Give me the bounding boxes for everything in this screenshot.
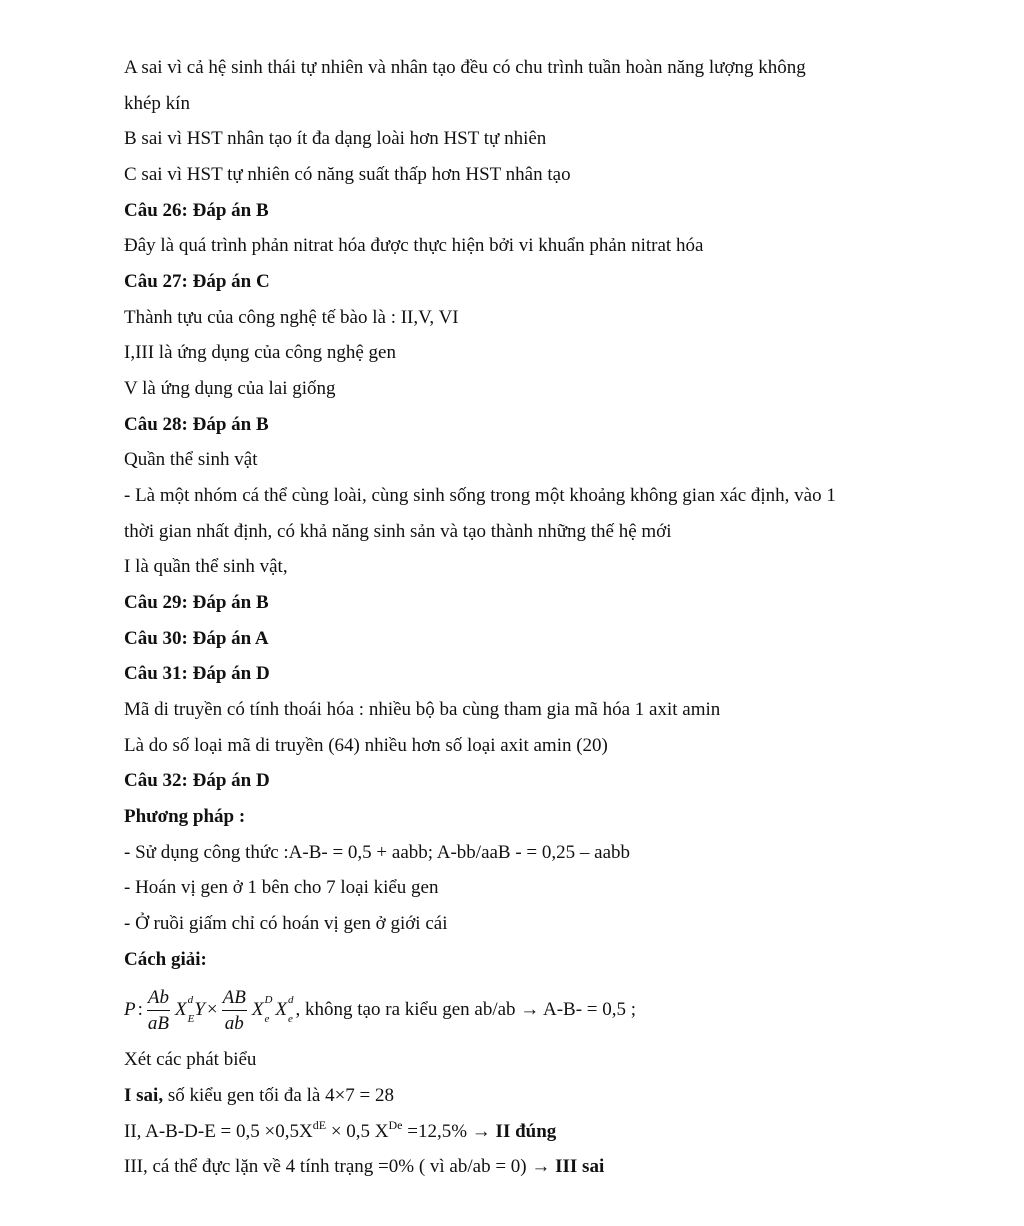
text-line: khép kín [124, 93, 190, 114]
statement-3 [124, 1156, 604, 1178]
text-line: I,III là ứng dụng của công nghệ gen [124, 342, 396, 363]
text-line: Đây là quá trình phản nitrat hóa được thực hiện bởi vi khuẩn phản nitrat hóa [124, 235, 704, 256]
text-line: - Sử dụng công thức :A-B- = 0,5 + aabb; A-bb/aaB - = 0,25 – aabb [124, 842, 631, 863]
fraction-numerator: Ab [147, 987, 170, 1011]
formula-colon: : [137, 999, 143, 1020]
text-line: - Hoán vị gen ở 1 bên cho 7 loại kiểu gen [124, 877, 439, 898]
x-subscript: e [264, 1013, 270, 1025]
text-line: I là quần thể sinh vật, [124, 556, 288, 577]
text-line: - Là một nhóm cá thể cùng loài, cùng sinh sống trong một khoảng không gian xác định, vào 1 [124, 485, 836, 506]
question-heading: Câu 30: Đáp án A [124, 628, 269, 649]
text-line: A sai vì cả hệ sinh thái tự nhiên và nhân tạo đều có chu trình tuần hoàn năng lượng không [124, 57, 806, 78]
text-line: Quần thể sinh vật [124, 449, 258, 470]
text-line: C sai vì HST tự nhiên có năng suất thấp hơn HST nhân tạo [124, 164, 571, 185]
x-symbol: X [251, 999, 264, 1020]
chromosome-y: Y [194, 999, 205, 1020]
x-subscript: E [187, 1013, 195, 1025]
x-superscript: D [264, 994, 273, 1006]
times-symbol: × [206, 999, 218, 1020]
x-indices [288, 994, 294, 1025]
x-symbol: X [175, 999, 187, 1020]
chromosome-x [251, 994, 273, 1025]
x-subscript: e [288, 1013, 293, 1025]
question-heading: Câu 26: Đáp án B [124, 200, 269, 221]
superscript: De [388, 1118, 403, 1132]
x-superscript: d [187, 994, 194, 1006]
statement-2 [124, 1118, 557, 1143]
chromosome-x [175, 994, 195, 1025]
statement-verdict: III sai [555, 1156, 605, 1177]
question-heading: Câu 32: Đáp án D [124, 770, 270, 791]
text-line: V là ứng dụng của lai giống [124, 378, 336, 399]
statement-text: × 0,5 X [326, 1121, 389, 1142]
x-symbol: X [275, 999, 288, 1020]
statement-1 [124, 1085, 394, 1107]
section-heading: Phương pháp : [124, 806, 246, 827]
section-heading: Cách giải: [124, 949, 207, 970]
text-line: Thành tựu của công nghệ tế bào là : II,V, VI [124, 307, 459, 328]
x-indices [187, 994, 195, 1025]
chromosome-x [275, 994, 294, 1025]
superscript: dE [312, 1118, 327, 1132]
text-line: B sai vì HST nhân tạo ít đa dạng loài hơn HST tự nhiên [124, 128, 547, 149]
text-line: Mã di truyền có tính thoái hóa : nhiều bộ ba cùng tham gia mã hóa 1 axit amin [124, 699, 721, 720]
statement-text: số kiểu gen tối đa là 4×7 = 28 [163, 1085, 395, 1106]
question-heading: Câu 28: Đáp án B [124, 414, 269, 435]
question-heading: Câu 29: Đáp án B [124, 592, 269, 613]
fraction-parent-2 [222, 987, 247, 1034]
formula-p: P [124, 999, 136, 1020]
x-superscript: d [288, 994, 294, 1006]
text-line: - Ở ruồi giấm chỉ có hoán vị gen ở giới cái [124, 913, 448, 934]
x-indices [264, 994, 273, 1025]
cross-formula [124, 983, 636, 1037]
statement-verdict: II đúng [495, 1121, 557, 1142]
statement-verdict: I sai, [124, 1085, 164, 1106]
statement-text: =12,5% → [402, 1121, 496, 1142]
fraction-denominator: ab [224, 1012, 244, 1034]
formula-tail: , không tạo ra kiểu gen ab/ab → A-B- = 0,5 ; [295, 999, 637, 1020]
fraction-parent-1 [147, 987, 170, 1034]
fraction-denominator: aB [147, 1012, 169, 1034]
text-line: Xét các phát biểu [124, 1049, 257, 1070]
text-line: thời gian nhất định, có khả năng sinh sản và tạo thành những thế hệ mới [124, 521, 672, 542]
text-line: Là do số loại mã di truyền (64) nhiều hơn số loại axit amin (20) [124, 735, 608, 756]
question-heading: Câu 27: Đáp án C [124, 271, 270, 292]
statement-text: II, A-B-D-E = 0,5 ×0,5X [124, 1121, 313, 1142]
statement-text: III, cá thể đực lặn về 4 tính trạng =0% ( vì ab/ab = 0) → [124, 1156, 556, 1177]
question-heading: Câu 31: Đáp án D [124, 663, 270, 684]
fraction-numerator: AB [222, 987, 247, 1011]
